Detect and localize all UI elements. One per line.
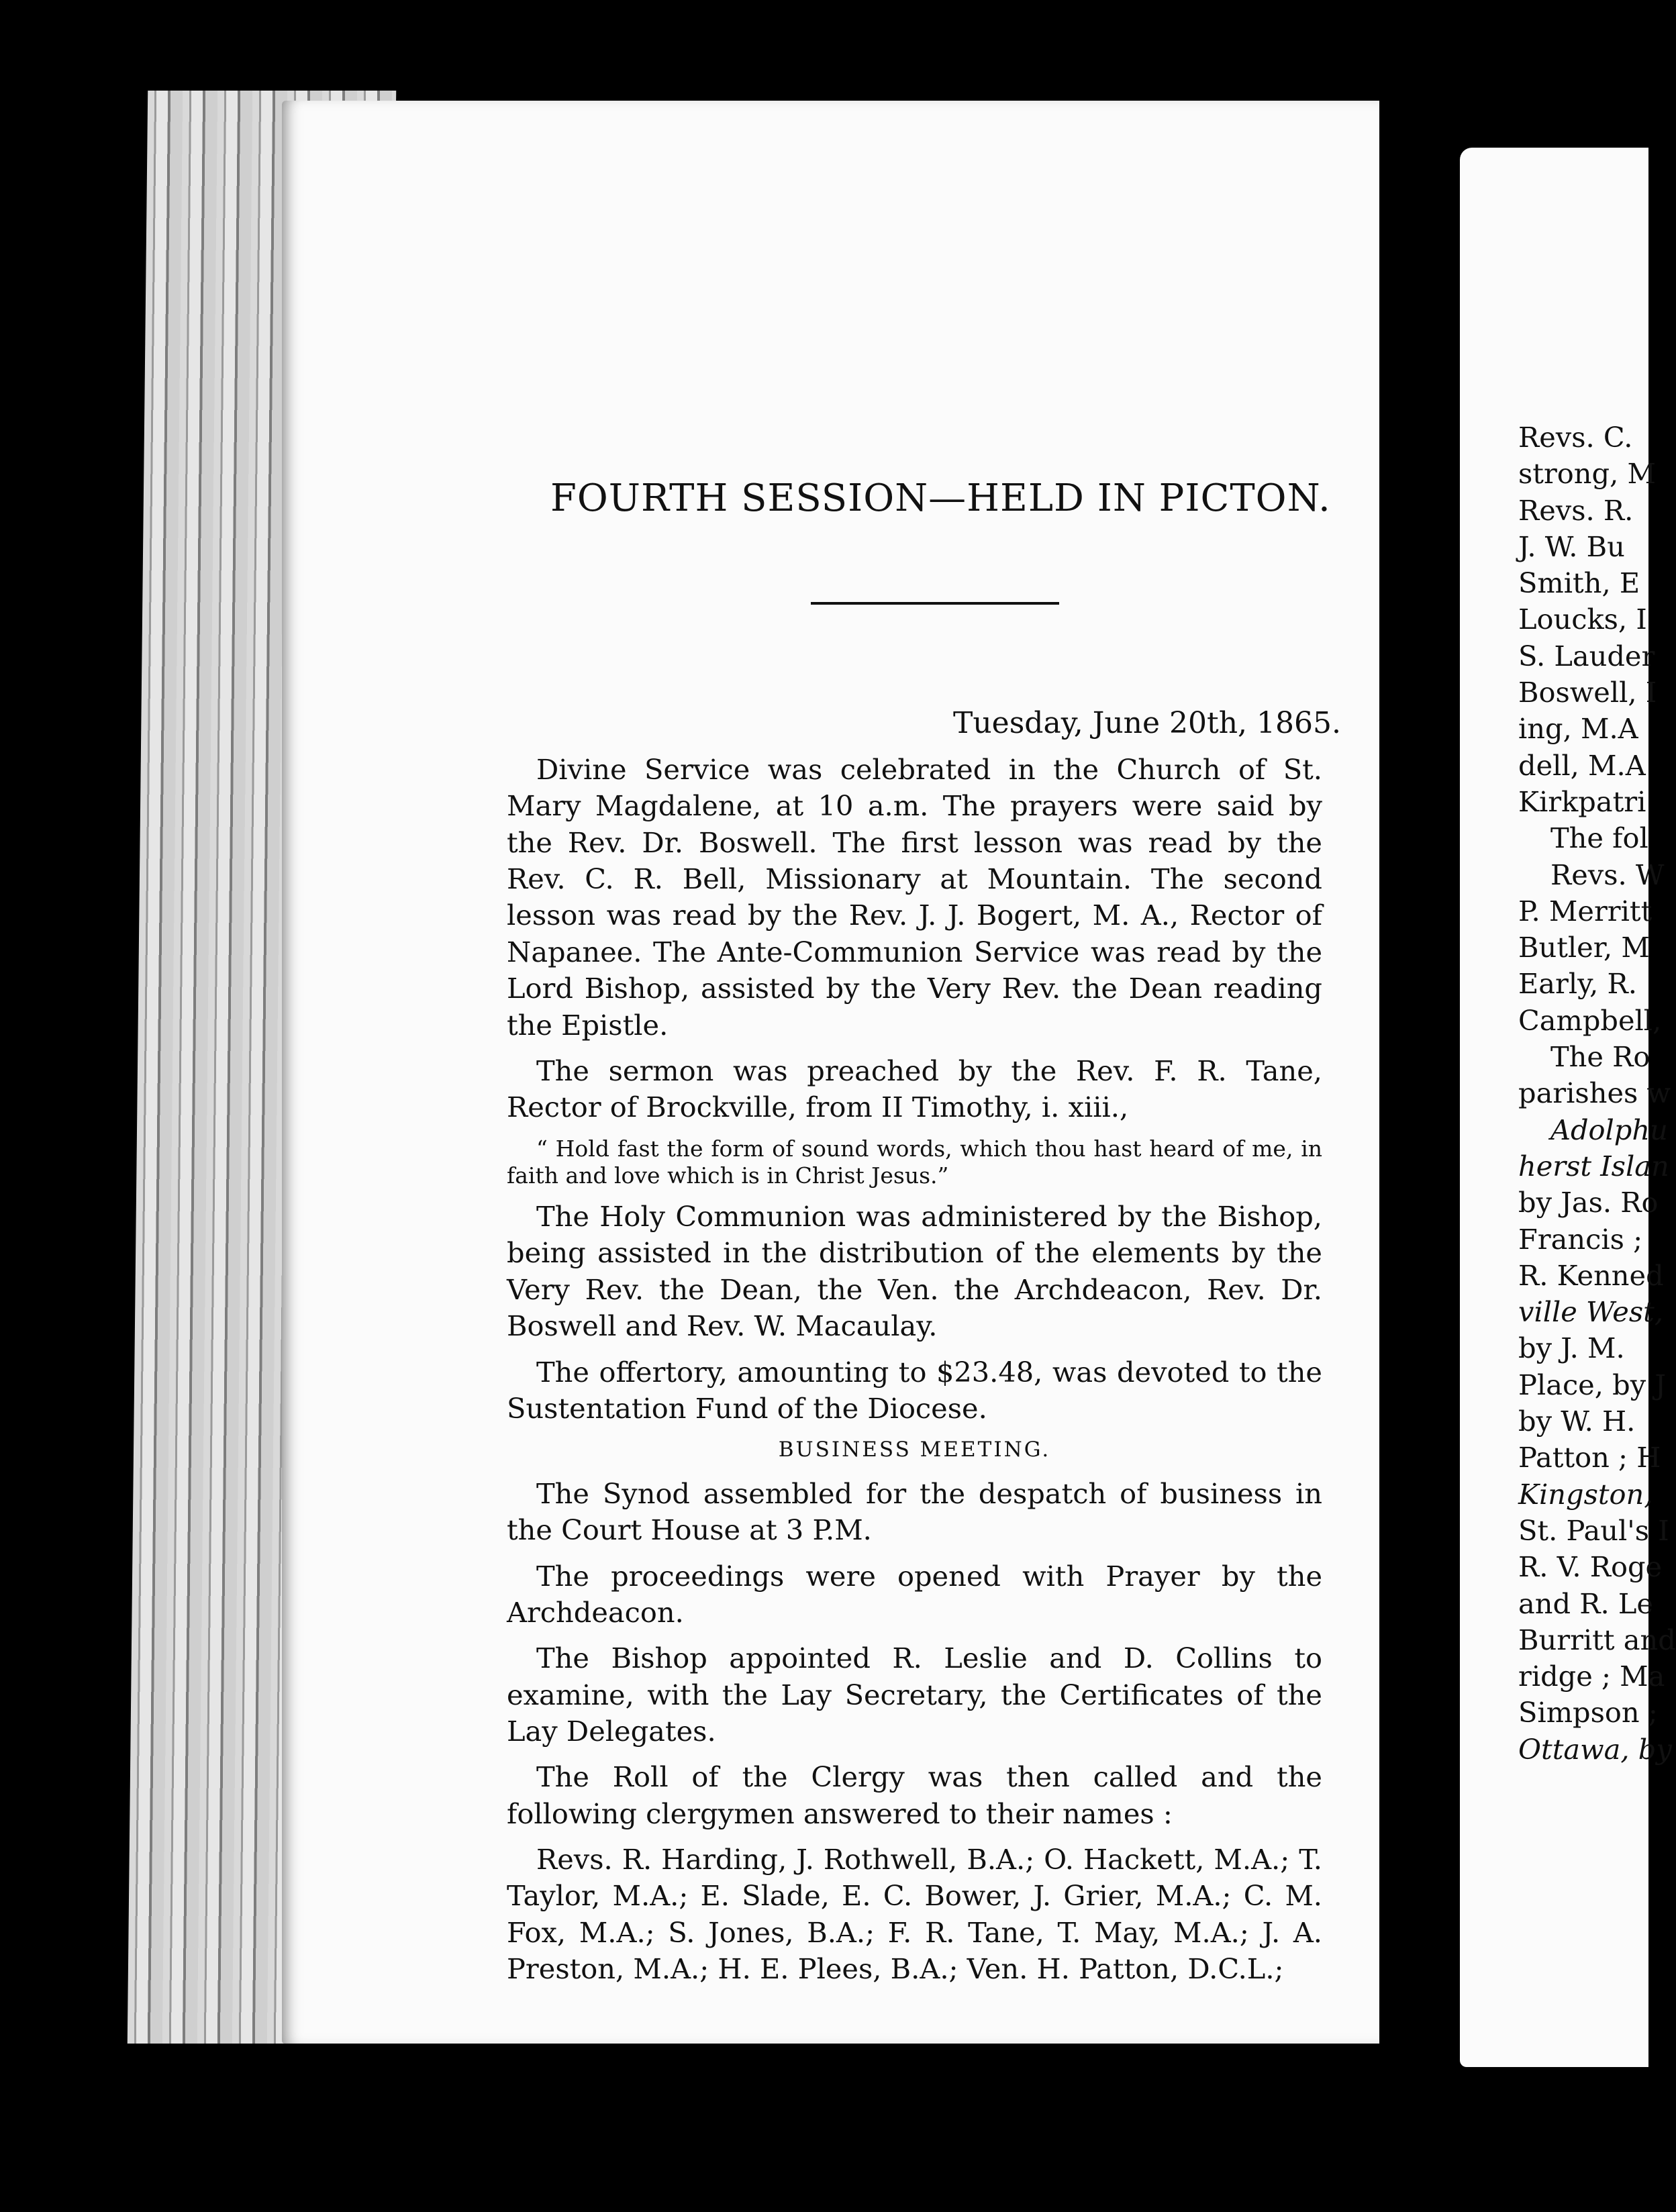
left-page-body — [507, 752, 1322, 1997]
right-line: St. Paul's I — [1518, 1513, 1669, 1547]
right-line — [1518, 1731, 1672, 1768]
right-line: Boswell, I — [1518, 676, 1657, 709]
right-line: The Ro — [1550, 1040, 1650, 1074]
right-line: R. Kenned — [1518, 1258, 1664, 1292]
right-line — [1518, 1476, 1653, 1513]
section-heading: BUSINESS MEETING. — [778, 1438, 1051, 1462]
right-line-italic: Ottawa, by — [1518, 1732, 1672, 1766]
right-line: parishes w — [1518, 1076, 1671, 1110]
right-line: by W. H. — [1518, 1405, 1636, 1438]
right-line-italic: Kingston, — [1518, 1477, 1653, 1511]
paragraph-holy-communion: The Holy Communion was administered by the Bishop, being assisted in the distribution of the elements by the Very Rev. the Dean, the Ven. the Archdeacon, Rev. Dr. Boswell and Rev. W. Macaulay. — [507, 1200, 1322, 1343]
right-line — [1518, 1148, 1669, 1185]
right-line-italic: Adolphu — [1550, 1113, 1668, 1146]
right-line: The fol — [1550, 821, 1648, 855]
title-rule — [811, 602, 1059, 605]
session-date: Tuesday, June 20th, 1865. — [953, 706, 1341, 740]
right-line: by J. M. — [1518, 1331, 1625, 1365]
right-line: Revs. C. — [1518, 421, 1633, 454]
right-line: R. V. Roge — [1518, 1550, 1663, 1584]
paragraph-offertory: The offertory, amounting to $23.48, was devoted to the Sustentation Fund of the Diocese. — [507, 1355, 1322, 1425]
right-line: Place, by J — [1518, 1368, 1666, 1401]
right-line: Patton ; H — [1518, 1441, 1661, 1474]
right-line: Smith, E — [1518, 566, 1640, 600]
paragraph-proceedings: The proceedings were opened with Prayer by the Archdeacon. — [507, 1559, 1322, 1629]
right-line: Burritt and — [1518, 1623, 1676, 1656]
right-line: S. Lauder — [1518, 639, 1655, 672]
right-line: J. W. Bu — [1518, 530, 1625, 563]
right-line-italic: ville West, — [1518, 1295, 1664, 1329]
paragraph-bishop-appointed: The Bishop appointed R. Leslie and D. Collins to examine, with the Lay Secretary, the Certificates of the Lay Delegates. — [507, 1642, 1322, 1748]
right-line: Campbell, — [1518, 1003, 1662, 1037]
paragraph-sermon: The sermon was preached by the Rev. F. R. Tane, Rector of Brockville, from II Timothy, i. xiii., — [507, 1054, 1322, 1124]
paragraph-clergy-list: Revs. R. Harding, J. Rothwell, B.A.; O. Hackett, M.A.; T. Taylor, M.A.; E. Slade, E. C. Bower, J. Grier, M.A.; C. M. Fox, M.A.; S. Jones, B.A.; F. R. Tane, T. May, M.A.; J. A. Preston, M.A.; H. E. Plees, B.A.; Ven. H. Patton, D.C.L.; — [507, 1843, 1322, 1986]
right-line: and R. Le — [1518, 1587, 1653, 1620]
right-line: Revs. R. — [1518, 493, 1634, 527]
right-line: dell, M.A — [1518, 748, 1646, 782]
right-line: by Jas. Ro — [1518, 1186, 1659, 1219]
right-line: Kirkpatri — [1518, 785, 1646, 818]
right-line: Loucks, I — [1518, 603, 1647, 636]
right-line — [1518, 1294, 1664, 1330]
paragraph-roll-call: The Roll of the Clergy was then called and the following clergymen answered to their names : — [507, 1760, 1322, 1830]
right-line — [1518, 1112, 1668, 1148]
right-page-text — [1518, 419, 1676, 1768]
right-line: Francis ; — [1518, 1222, 1643, 1256]
right-line: strong, M — [1518, 457, 1656, 491]
book-gutter — [1379, 0, 1460, 2212]
session-title: FOURTH SESSION—HELD IN PICTON. — [550, 476, 1331, 520]
right-line-italic: herst Islan — [1518, 1149, 1669, 1183]
right-line: Revs. W — [1550, 858, 1665, 891]
paragraph-synod-assembled: The Synod assembled for the despatch of business in the Court House at 3 P.M. — [507, 1476, 1322, 1547]
right-line: ing, M.A — [1518, 712, 1638, 746]
paragraph-divine-service: Divine Service was celebrated in the Church of St. Mary Magdalene, at 10 a.m. The prayers were said by the Rev. Dr. Boswell. The first lesson was read by the Rev. C. R. Bell, Missionary at Mountain. The second lesson was read by the Rev. J. J. Bogert, M. A., Rector of Napanee. The Ante-Communion Service was read by the Lord Bishop, assisted by the Very Rev. the Dean reading the Epistle. — [507, 753, 1322, 1042]
right-line: Butler, M — [1518, 931, 1650, 964]
right-line: ridge ; Ma — [1518, 1660, 1665, 1693]
right-line: P. Merritt — [1518, 894, 1653, 927]
right-line: Simpson ; — [1518, 1696, 1658, 1729]
scripture-quote: “ Hold fast the form of sound words, which thou hast heard of me, in faith and love which is in Christ Jesus.” — [507, 1135, 1322, 1189]
right-line: Early, R. — [1518, 967, 1637, 1001]
